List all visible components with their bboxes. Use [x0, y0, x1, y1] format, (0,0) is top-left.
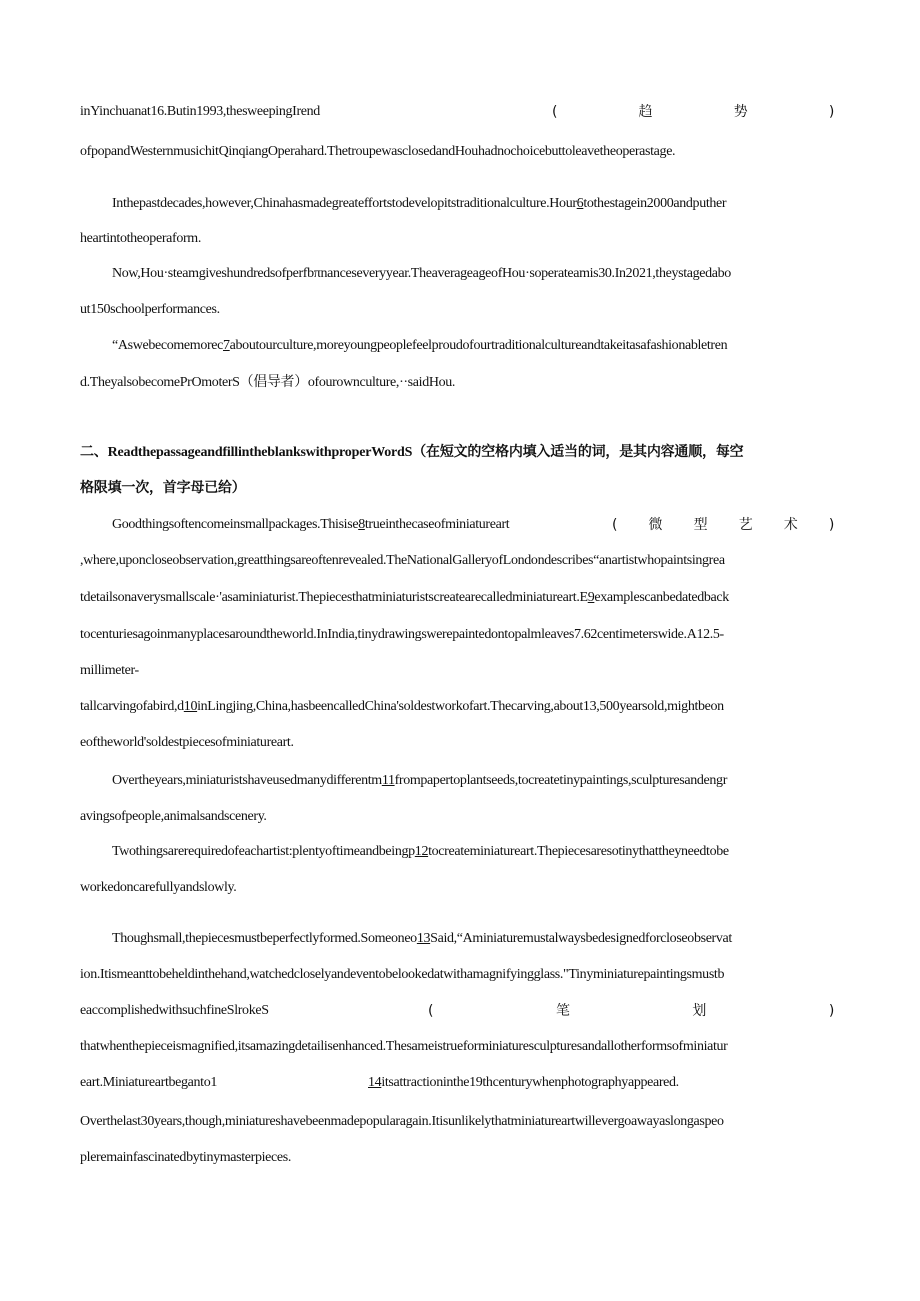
text-segment: inLingjing,China,hasbeencalledChina'soldestworkofart.Thecarving,about13,500yearsold,mightbeon	[197, 699, 724, 714]
text-segment: ion.Itismeanttobeheldinthehand,watchedcloselyandeventobelookedatwithamagnifyingglass."Tinyminiaturepaintingsmustb	[80, 967, 725, 982]
blank-number: 11	[381, 773, 395, 788]
text-segment: workedoncarefullyandslowly.	[80, 880, 237, 895]
text-segment: pleremainfascinatedbytinymasterpieces.	[80, 1150, 291, 1165]
section-heading	[80, 443, 840, 462]
annotation-char: 趋	[638, 104, 653, 120]
passage-line	[80, 230, 840, 248]
passage-line	[112, 516, 840, 534]
passage-line	[80, 1113, 840, 1131]
text-segment: tallcarvingofabird,d	[80, 699, 184, 714]
text-segment: tocenturiesagoinmanyplacesaroundtheworld.InIndia,tinydrawingswerepaintedontopalmleaves7.62centimeterswide.A12.5-	[80, 627, 724, 642]
text-segment: eart.Miniatureartbeganto1	[80, 1075, 218, 1090]
blank-number: 14	[368, 1075, 382, 1090]
annotation-char: 笔	[555, 1003, 570, 1019]
paren-close: )	[828, 517, 834, 533]
heading-chinese: 格限填一次，首字母已给）	[80, 480, 246, 496]
text-segment: ofourownculture,··saidHou.	[307, 375, 456, 390]
text-segment: inYinchuanat16.Butin1993,thesweepingIrend	[80, 104, 320, 119]
paren-open: (	[612, 517, 618, 533]
annotation-char: 划	[692, 1003, 707, 1019]
passage-line	[112, 772, 840, 790]
text-segment: aboutourculture,moreyoungpeoplefeelproudofourtraditionalcultureandtakeitasafashionabletren	[229, 338, 728, 353]
passage-line	[80, 552, 840, 570]
text-segment: tocreateminiatureart.Thepiecesaresotinythattheyneedtobe	[428, 844, 729, 859]
annotation-char: 术	[783, 517, 798, 533]
heading-english: 二、ReadthepassageandfillintheblankswithproperWordS	[80, 445, 413, 460]
chinese-annotation	[612, 516, 834, 534]
passage-line	[80, 1149, 840, 1167]
text-segment: Overthelast30years,though,miniatureshavebeenmadepopularagain.Itisunlikelythatminiatureartwillevergoawayaslongaspeo	[80, 1114, 724, 1129]
passage-line	[80, 301, 840, 319]
text-segment: itsattractioninthe19thcenturywhenphotographyappeared.	[381, 1075, 679, 1090]
passage-line	[80, 662, 840, 680]
text-segment: millimeter-	[80, 663, 139, 678]
text-segment: ,where,uponcloseobservation,greatthingsareoftenrevealed.TheNationalGalleryofLondondescribes“anartistwhopaintsingrea	[80, 553, 725, 568]
passage-line	[112, 337, 840, 355]
passage-line	[80, 1074, 840, 1092]
text-segment: tdetailsonaverysmallscale·'asaminiaturist.Thepiecesthatminiaturistscreatearecalledminiatureart.E	[80, 590, 588, 605]
passage-line	[112, 843, 840, 861]
text-segment: eoftheworld'soldestpiecesofminiatureart.	[80, 735, 294, 750]
paren-open: (	[428, 1003, 434, 1019]
paren-close: )	[828, 1003, 834, 1019]
blank-number: 12	[414, 844, 429, 859]
text-segment	[368, 1074, 679, 1092]
text-segment: Inthepastdecades,however,Chinahasmadegreateffortstodevelopitstraditionalculture.Hour	[112, 196, 577, 211]
chinese-annotation: （倡导者）	[239, 374, 308, 390]
blank-number: 8	[358, 517, 365, 532]
text-segment: Thoughsmall,thepiecesmustbeperfectlyformed.Someoneo	[112, 931, 417, 946]
text-segment: Overtheyears,miniaturistshaveusedmanydifferentm	[112, 773, 382, 788]
annotation-char: 艺	[738, 517, 753, 533]
text-segment: avingsofpeople,animalsandscenery.	[80, 809, 267, 824]
text-segment: Said,“Aminiaturemustalwaysbedesignedforcloseobservat	[430, 931, 732, 946]
text-segment: Twothingsarerequiredofeachartist:plentyoftimeandbeingp	[112, 844, 415, 859]
passage-line	[80, 734, 840, 752]
text-segment: frompapertoplantseeds,tocreatetinypaintings,sculpturesandengr	[394, 773, 728, 788]
annotation-char: 微	[648, 517, 663, 533]
annotation-char: 型	[693, 517, 708, 533]
text-segment: “Aswebecomemorec	[112, 338, 224, 353]
passage-line	[112, 930, 840, 948]
passage-line	[112, 265, 840, 283]
passage-line	[80, 103, 840, 121]
passage-line	[80, 808, 840, 826]
blank-number: 6	[576, 196, 584, 211]
text-segment: Now,Hou·steamgiveshundredsofperfbπnanceseveryyear.TheaverageageofHou·soperateamis30.In2021,theystagedabo	[112, 266, 731, 281]
passage-line	[80, 589, 840, 607]
blank-number: 10	[183, 699, 198, 714]
text-segment: trueinthecaseofminiatureart	[364, 517, 510, 532]
text-segment: ofpopandWesternmusichitQinqiangOperahard.ThetroupewasclosedandHouhadnochoicebuttoleavetheoperastage.	[80, 144, 676, 159]
blank-number: 9	[587, 590, 595, 605]
text-segment: Goodthingsoftencomeinsmallpackages.Thisise	[112, 517, 359, 532]
text-segment: tothestagein2000andputher	[583, 196, 727, 211]
paren-close: )	[828, 104, 834, 120]
blank-number: 13	[416, 931, 431, 946]
annotation-char: 势	[733, 104, 748, 120]
heading-chinese: （在短文的空格内填入适当的词，是其内容通顺，每空	[412, 444, 744, 460]
blank-number: 7	[223, 338, 230, 353]
text-segment: ut150schoolperformances.	[80, 302, 220, 317]
passage-line	[80, 1002, 840, 1020]
section-heading	[80, 479, 840, 497]
passage-line	[80, 143, 840, 161]
passage-line	[80, 1038, 840, 1056]
passage-line	[80, 698, 840, 716]
passage-line	[112, 195, 840, 213]
text-segment: eaccomplishedwithsuchfineSlrokeS	[80, 1003, 269, 1018]
passage-line	[80, 373, 840, 392]
passage-line	[80, 966, 840, 984]
passage-line	[80, 879, 840, 897]
passage-line	[80, 626, 840, 644]
text-segment: d.TheyalsobecomePrOmoterS	[80, 375, 240, 390]
text-segment: heartintotheoperaform.	[80, 231, 201, 246]
text-segment: examplescanbedatedback	[594, 590, 729, 605]
chinese-annotation	[428, 1002, 834, 1020]
text-segment: thatwhenthepieceismagnified,itsamazingdetailisenhanced.Thesameistrueforminiaturesculpturesandallotherformsofminiatur	[80, 1039, 728, 1054]
chinese-annotation	[552, 103, 834, 121]
paren-open: (	[552, 104, 558, 120]
